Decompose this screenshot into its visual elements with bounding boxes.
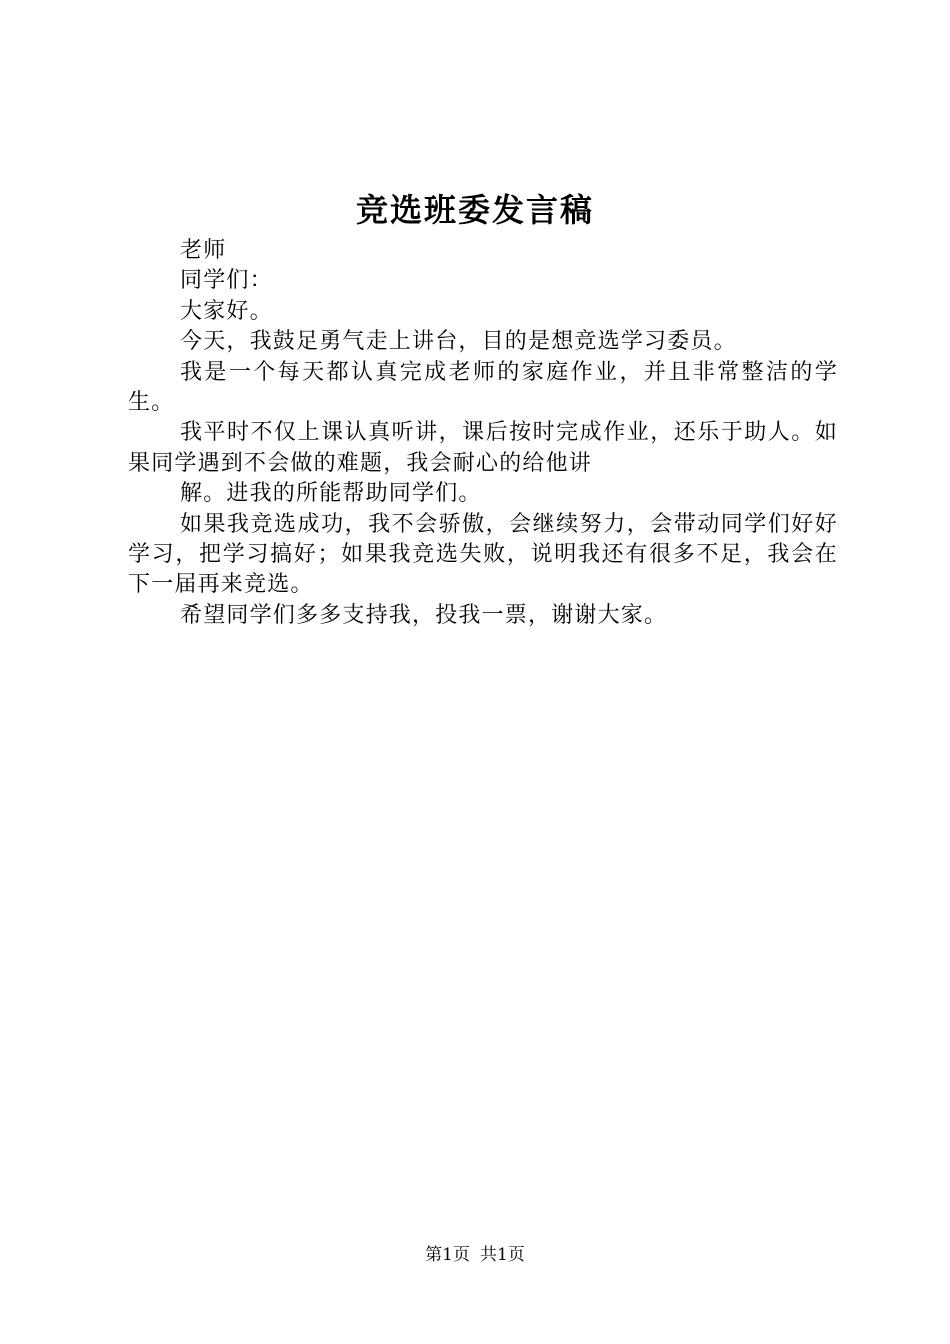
- document-title: 竞选班委发言稿: [355, 191, 594, 229]
- salutation-teacher: 老师: [180, 238, 227, 263]
- salutation-classmates: 同学们：: [180, 268, 273, 294]
- paragraph: 解。进我的所能帮助同学们。: [180, 481, 482, 507]
- page-total: 共1页: [480, 1245, 525, 1265]
- paragraph: 我平时不仅上课认真听讲，课后按时完成作业，还乐于助人。如果同学遇到不会做的难题，我会耐心的给他讲: [128, 420, 838, 476]
- paragraph: 我是一个每天都认真完成老师的家庭作业，并且非常整洁的学生。: [128, 359, 838, 416]
- page-footer: [0, 1243, 950, 1267]
- page-number: 第1页: [425, 1245, 470, 1265]
- paragraph: 今天，我鼓足勇气走上讲台，目的是想竞选学习委员。: [180, 329, 737, 355]
- document-body: [128, 236, 838, 631]
- greeting: 大家好。: [180, 298, 273, 324]
- closing-paragraph: 希望同学们多多支持我，投我一票，谢谢大家。: [180, 602, 668, 628]
- paragraph: 如果我竞选成功，我不会骄傲，会继续努力，会带动同学们好好学习，把学习搞好；如果我竞选失败，说明我还有很多不足，我会在下一届再来竞选。: [128, 511, 838, 598]
